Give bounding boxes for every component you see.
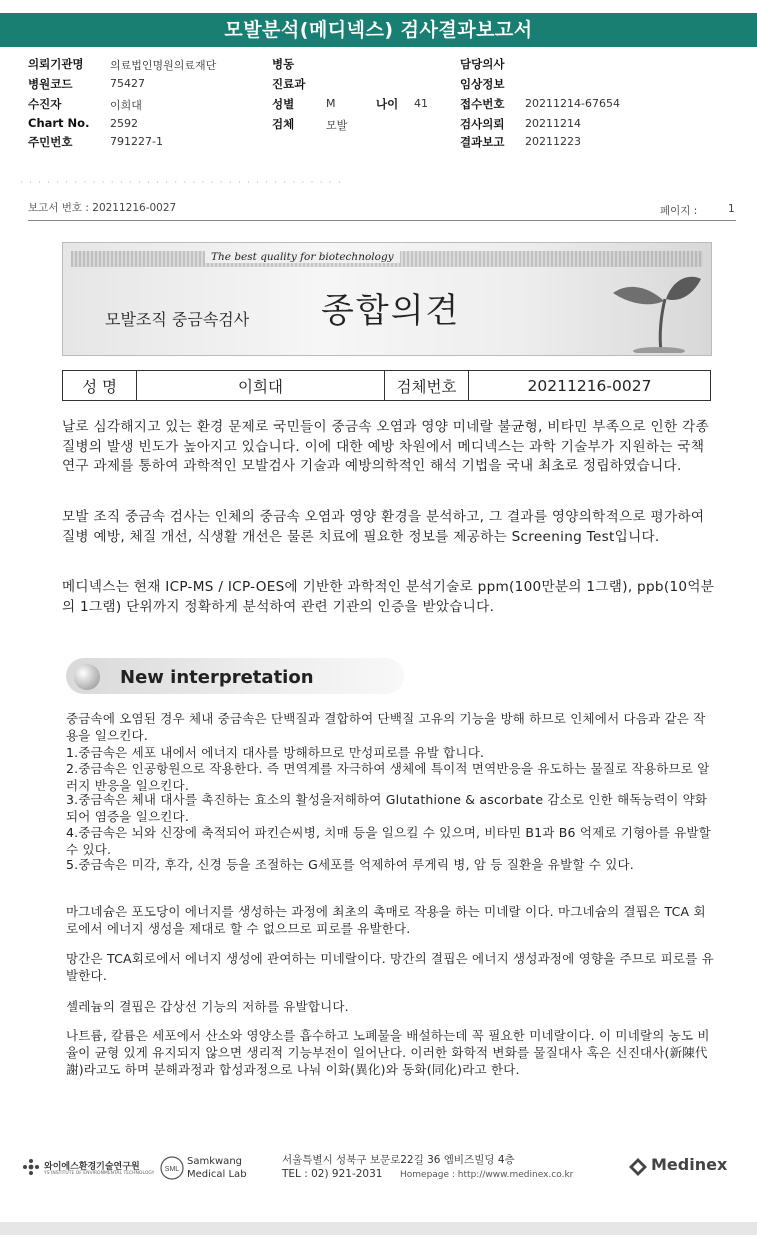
divider-line: [28, 220, 736, 221]
footer-tel: TEL : 02) 921-2031: [282, 1168, 383, 1180]
sex-label: 성별: [272, 97, 295, 111]
org2-line1: Samkwang: [187, 1156, 242, 1167]
sprout-icon: [603, 265, 703, 353]
page-label: 페이지 :: [660, 205, 698, 217]
result-report-label: 결과보고: [460, 135, 505, 149]
org1-sub: YS INSTITUTE OF ENVIRONMENTAL TECHNOLOGY: [44, 1171, 155, 1176]
ward-label: 병동: [272, 57, 295, 71]
intro-paragraph-3: 메디넥스는 현재 ICP-MS / ICP-OES에 기반한 과학적인 분석기술로 ppm(100만분의 1그램), ppb(10억분의 1그램) 단위까지 정확하게 분석하여 관련 기관의 인증을 받았습니다.: [62, 579, 715, 615]
requesting-org-label: 의뢰기관명: [28, 57, 84, 71]
interpretation-item-2: 2.중금속은 인공항원으로 작용한다. 즉 면역계를 자극하여 생체에 특이적 면역반응을 유도하는 물질로 작용하므로 알러지 반응을 일으킨다.: [66, 761, 710, 793]
interpretation-item-1: 1.중금속은 세포 내에서 에너지 대사를 방해하므로 만성피로를 유발 합니다.: [66, 745, 485, 760]
specimen-label: 검체: [272, 117, 295, 131]
doctor-label: 담당의사: [460, 57, 505, 71]
banner-title: 종합의견: [321, 291, 461, 331]
org1-name: 와이에스환경기술연구원: [44, 1162, 140, 1172]
receipt-no-label: 접수번호: [460, 97, 505, 111]
footer-address: 서울특별시 성북구 보문로22길 36 엠비즈빌딩 4층: [282, 1154, 515, 1166]
sex-value: M: [326, 97, 336, 110]
interpretation-title: New interpretation: [120, 667, 314, 688]
sodium-potassium-paragraph: 나트륨, 칼륨은 세포에서 산소와 영양소를 흡수하고 노폐물을 배설하는데 꼭 필요한 미네랄이다. 이 미네랄의 농도 비율이 균형 있게 유지되지 않으면 생리적 기능부전이 일어난다. 이러한 화학적 변화를 물질대사 혹은 신진대사(新陳代謝)라고도 하며 분해과정과 합성과정으로 나눠 이화(異化)와 동화(同化)라고 한다.: [66, 1028, 710, 1077]
sml-logo-text: SML: [164, 1166, 180, 1173]
interpretation-item-4: 4.중금속은 뇌와 신장에 축적되어 파킨슨씨병, 치매 등을 일으킬 수 있으며, 비타민 B1과 B6 억제로 기형아를 유발할 수 있다.: [66, 825, 711, 857]
age-label: 나이: [376, 97, 399, 111]
intro-paragraph-2: 모발 조직 중금속 검사는 인체의 중금속 오염과 영양 환경을 분석하고, 그 결과를 영양의학적으로 평가하여 질병 예방, 체질 개선, 식생활 개선은 물론 치료에 필요한 정보를 제공하는 Screening Test입니다.: [62, 509, 705, 545]
age-value: 41: [414, 97, 428, 110]
requesting-org-value: 의료법인명원의료재단: [110, 59, 217, 72]
specimen-value: 모발: [326, 119, 348, 132]
medinex-logo-icon: [628, 1157, 648, 1177]
separator-dots: · · · · · · · · · · · · · · · · · · · · · · · · · · · · · · · · · · · ·: [20, 178, 343, 187]
test-request-value: 20211214: [525, 117, 581, 130]
org2-line2: Medical Lab: [187, 1169, 247, 1180]
footer-homepage: Homepage : http://www.medinex.co.kr: [400, 1170, 574, 1180]
selenium-paragraph: 셀레늄의 결핍은 갑상선 기능의 저하를 유발합니다.: [66, 999, 349, 1014]
department-label: 진료과: [272, 77, 306, 91]
medinex-brand: Medinex: [651, 1155, 728, 1174]
ys-logo-icon: [22, 1158, 40, 1176]
test-request-label: 검사의뢰: [460, 117, 505, 131]
report-number: 보고서 번호 : 20211216-0027: [28, 202, 177, 214]
interpretation-item-3: 3.중금속은 체내 대사를 촉진하는 효소의 활성을저해하여 Glutathione & ascorbate 감소로 인한 해독능력이 약화되어 염증을 일으킨다.: [66, 792, 708, 824]
manganese-paragraph: 망간은 TCA회로에서 에너지 생성에 관여하는 미네랄이다. 망간의 결핍은 에너지 생성과정에 영향을 주므로 피로를 유발한다.: [66, 951, 714, 983]
page-number: 1: [728, 203, 735, 215]
specimen-no-label-cell: 검체번호: [385, 371, 469, 401]
banner-tagline: The best quality for biotechnology: [205, 251, 400, 263]
specimen-no-value-cell: 20211216-0027: [469, 371, 711, 401]
name-value-cell: 이희대: [137, 371, 385, 401]
resident-no-label: 주민번호: [28, 135, 73, 149]
banner-subtitle: 모발조직 중금속검사: [105, 310, 250, 329]
intro-paragraph-1: 날로 심각해지고 있는 환경 문제로 국민들이 중금속 오염과 영양 미네랄 불균형, 비타민 부족으로 인한 각종 질병의 발생 빈도가 높아지고 있습니다. 이에 대한 예방 차원에서 메디넥스는 과학 기술부가 지원하는 국책 연구 과제를 통하여 과학적인 모발검사 기술과 예방의학적인 해석 기법을 국내 최초로 정립하였습니다.: [62, 419, 709, 474]
sphere-icon: [74, 664, 100, 690]
hospital-code-value: 75427: [110, 77, 145, 90]
sml-logo-icon: [160, 1156, 184, 1180]
summary-banner: [62, 242, 712, 356]
patient-value: 이희대: [110, 99, 142, 112]
resident-no-value: 791227-1: [110, 135, 163, 148]
interpretation-intro: 중금속에 오염된 경우 체내 중금속은 단백질과 결합하여 단백질 고유의 기능을 방해 하므로 인체에서 다음과 같은 작용을 일으킨다.: [66, 711, 706, 743]
chart-no-value: 2592: [110, 117, 138, 130]
result-report-value: 20211223: [525, 135, 581, 148]
name-label-cell: 성 명: [63, 371, 137, 401]
patient-info-table: [62, 370, 711, 401]
patient-label: 수진자: [28, 97, 62, 111]
magnesium-paragraph: 마그네슘은 포도당이 에너지를 생성하는 과정에 최초의 촉매로 작용을 하는 미네랄 이다. 마그네슘의 결핍은 TCA 회로에서 에너지 생성을 제대로 할 수 없으므로 피로를 유발한다.: [66, 904, 706, 936]
page-bottom-edge: [0, 1222, 757, 1235]
report-title: 모발분석(메디넥스) 검사결과보고서: [0, 13, 757, 47]
chart-no-label: Chart No.: [28, 116, 90, 130]
hospital-code-label: 병원코드: [28, 77, 73, 91]
interpretation-item-5: 5.중금속은 미각, 후각, 신경 등을 조절하는 G세포를 억제하여 루게릭 병, 암 등 질환을 유발할 수 있다.: [66, 857, 634, 872]
clinical-info-label: 임상정보: [460, 77, 505, 91]
receipt-no-value: 20211214-67654: [525, 97, 620, 110]
